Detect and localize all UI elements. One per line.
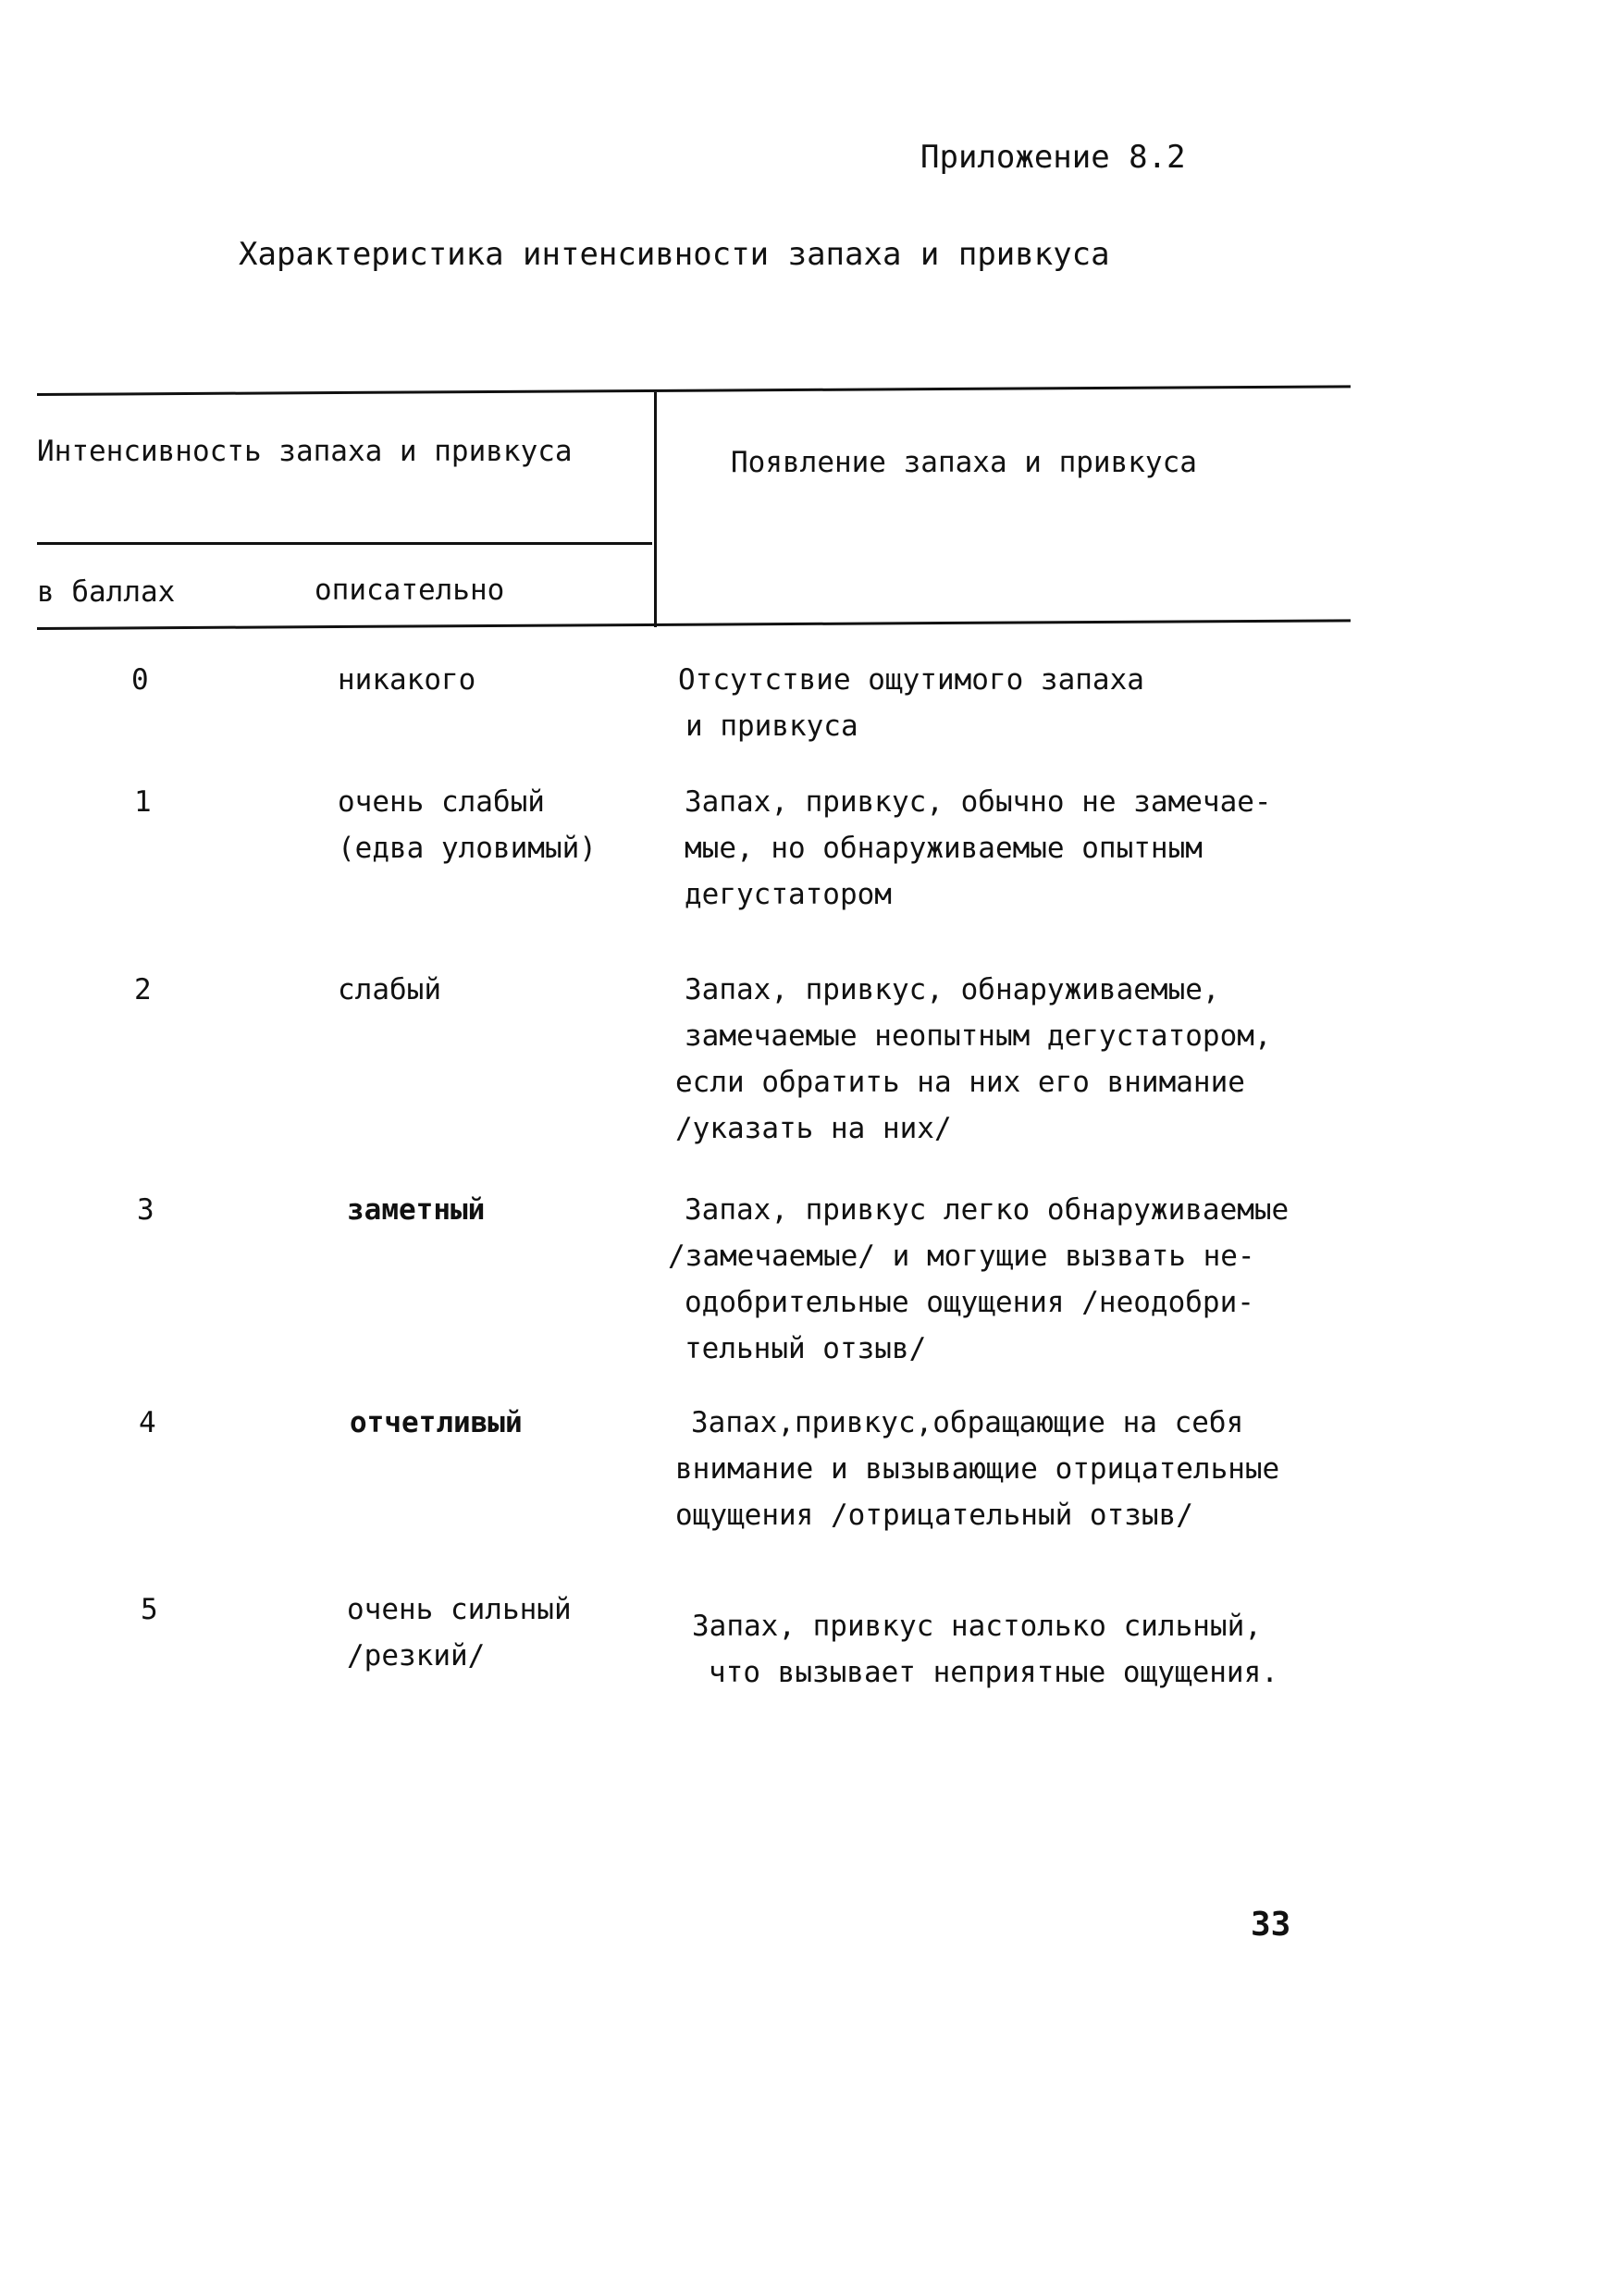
row-1-descriptive-line: (едва уловимый) — [338, 832, 597, 865]
row-2-descriptive-line: слабый — [338, 973, 441, 1006]
row-3-descriptive — [347, 1187, 485, 1233]
row-2-manifestation-line: Запах, привкус, обнаруживаемые, — [685, 973, 1220, 1006]
row-0-manifestation — [678, 657, 1144, 749]
row-0-descriptive-line: никакого — [338, 663, 476, 697]
row-3-manifestation — [668, 1187, 1289, 1372]
table-subheader-rule — [37, 542, 652, 545]
row-4-points: 4 — [139, 1406, 156, 1439]
header-descriptive: описательно — [315, 574, 505, 607]
row-4-descriptive — [350, 1400, 523, 1446]
row-5-descriptive-line: очень сильный — [347, 1593, 572, 1626]
header-manifestation: Появление запаха и привкуса — [731, 446, 1197, 479]
row-0-points: 0 — [131, 663, 149, 697]
row-1-manifestation-line: мые, но обнаруживаемые опытным — [685, 832, 1203, 865]
row-3-points: 3 — [137, 1193, 154, 1227]
row-3-manifestation-line: одобрительные ощущения /неодобри- — [685, 1286, 1254, 1319]
row-5-manifestation — [692, 1603, 1278, 1696]
page-number: 33 — [1251, 1906, 1291, 1944]
row-5-descriptive — [347, 1586, 572, 1679]
row-4-manifestation-line: внимание и вызывающие отрицательные — [675, 1452, 1280, 1486]
row-1-manifestation — [685, 779, 1272, 918]
table-header-bottom-rule — [37, 619, 1351, 630]
row-2-manifestation-line: замечаемые неопытным дегустатором, — [685, 1019, 1272, 1053]
row-0-manifestation-line: Отсутствие ощутимого запаха — [678, 663, 1144, 697]
row-2-manifestation — [675, 967, 1272, 1152]
row-2-manifestation-line: если обратить на них его внимание — [675, 1066, 1245, 1099]
row-1-descriptive — [338, 779, 597, 871]
row-4-manifestation-line: Запах,привкус,обращающие на себя — [691, 1406, 1244, 1439]
table-column-divider — [654, 392, 657, 627]
row-1-points: 1 — [134, 785, 152, 819]
row-0-manifestation-line: и привкуса — [685, 710, 858, 743]
row-4-manifestation-line: ощущения /отрицательный отзыв/ — [675, 1499, 1193, 1532]
appendix-label: Приложение 8.2 — [920, 139, 1186, 176]
row-4-manifestation — [675, 1400, 1279, 1538]
document-title: Характеристика интенсивности запаха и привкуса — [239, 236, 1110, 273]
table-top-rule — [37, 385, 1351, 396]
row-0-descriptive — [338, 657, 475, 703]
row-1-manifestation-line: дегустатором — [685, 878, 892, 911]
header-points: в баллах — [37, 575, 176, 609]
row-4-descriptive-line: отчетливый — [350, 1406, 523, 1439]
row-2-points: 2 — [134, 973, 152, 1006]
row-3-descriptive-line: заметный — [347, 1193, 486, 1227]
row-2-manifestation-line: /указать на них/ — [675, 1112, 952, 1145]
header-intensity-group: Интенсивность запаха и привкуса — [37, 435, 573, 468]
row-3-manifestation-line: /замечаемые/ и могущие вызвать не- — [668, 1240, 1255, 1273]
row-3-manifestation-line: тельный отзыв/ — [685, 1332, 927, 1365]
row-5-points: 5 — [141, 1593, 158, 1626]
row-1-descriptive-line: очень слабый — [338, 785, 545, 819]
row-5-descriptive-line: /резкий/ — [347, 1639, 486, 1673]
row-2-descriptive — [338, 967, 441, 1013]
row-1-manifestation-line: Запах, привкус, обычно не замечае- — [685, 785, 1272, 819]
row-5-manifestation-line: Запах, привкус настолько сильный, — [692, 1610, 1262, 1643]
row-5-manifestation-line: что вызывает неприятные ощущения. — [709, 1656, 1278, 1689]
row-3-manifestation-line: Запах, привкус легко обнаруживаемые — [685, 1193, 1290, 1227]
